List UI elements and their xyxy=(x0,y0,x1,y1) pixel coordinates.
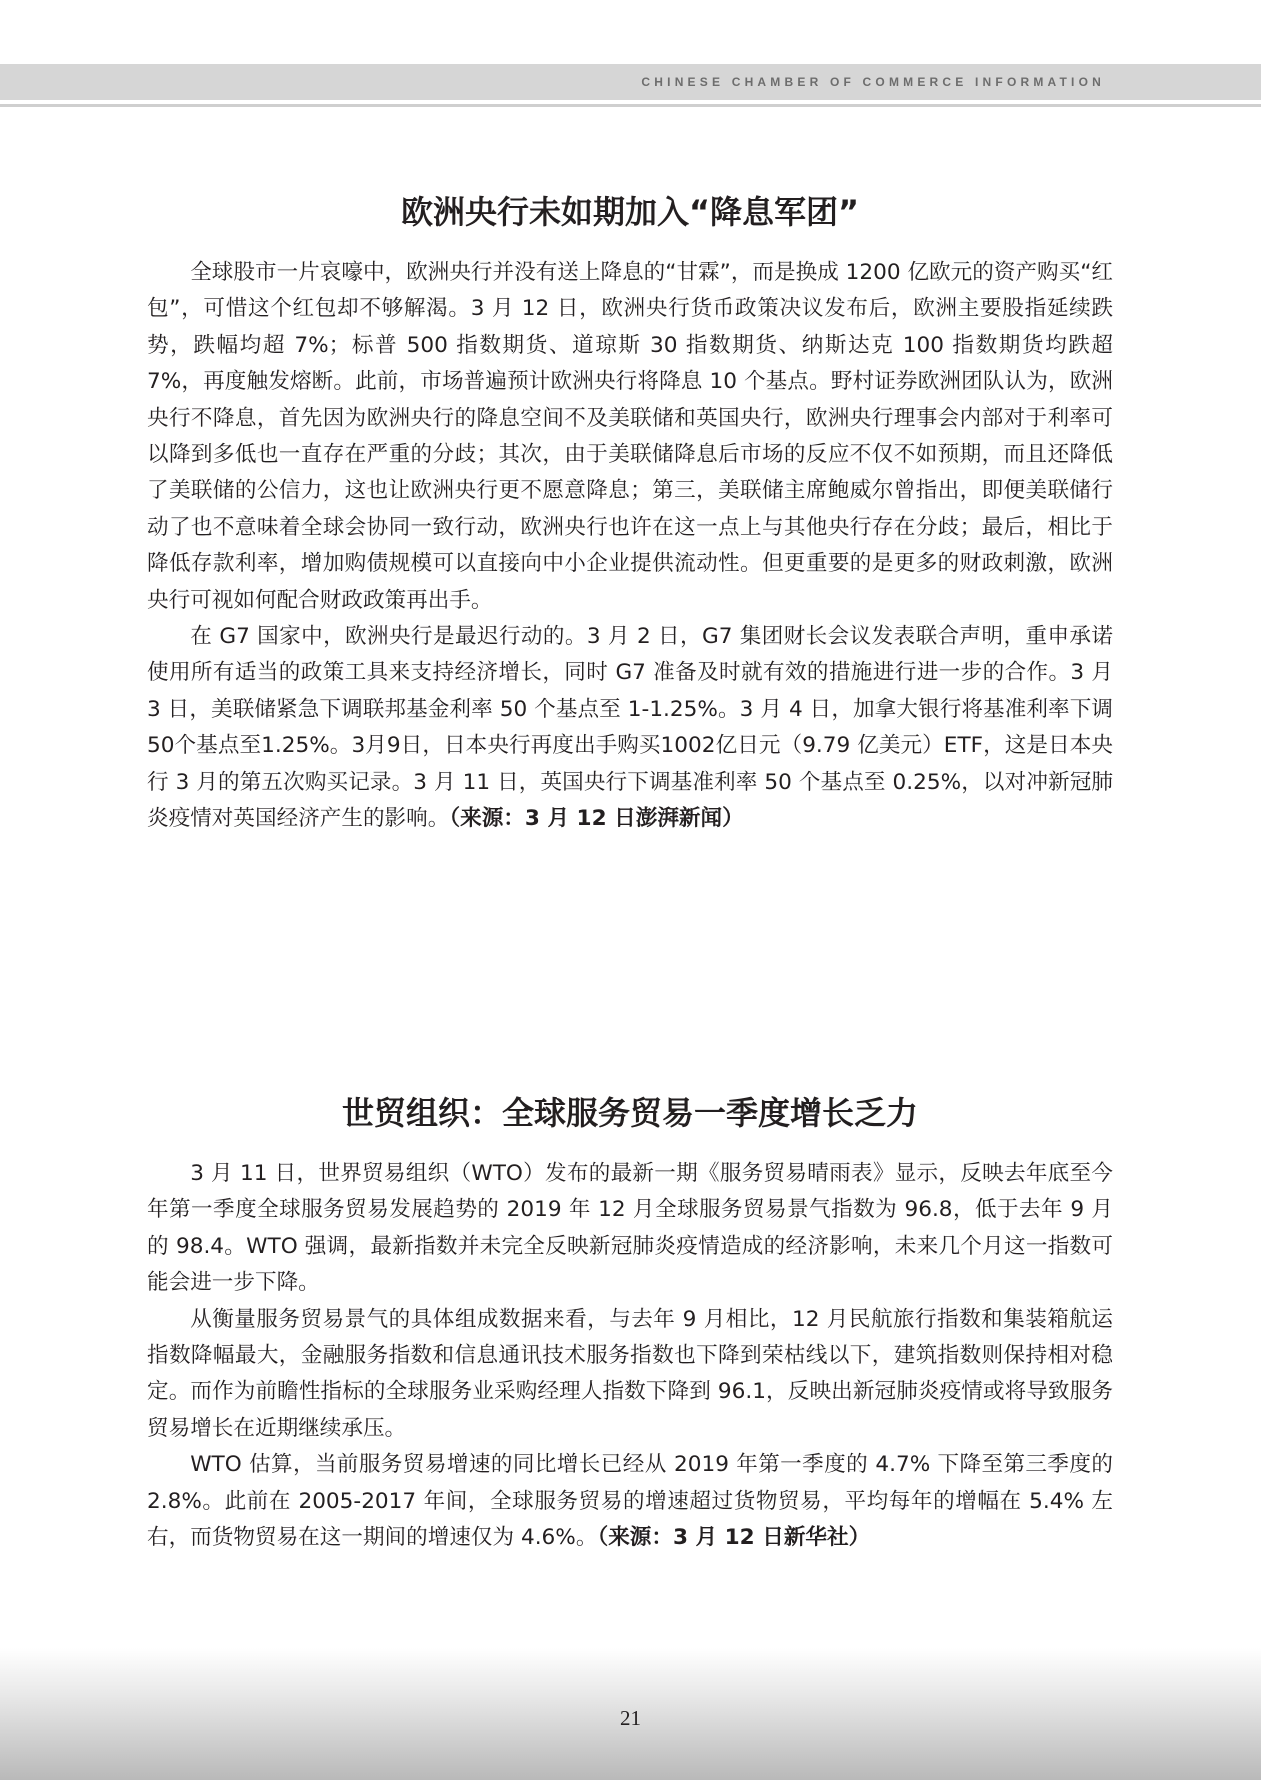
header-divider xyxy=(0,104,1261,107)
article-paragraph xyxy=(147,1302,1113,1448)
publication-header: CHINESE CHAMBER OF COMMERCE INFORMATION xyxy=(641,75,1105,89)
article-body xyxy=(147,255,1113,838)
article-body xyxy=(147,1156,1113,1556)
source-citation: （来源：3 月 12 日澎湃新闻） xyxy=(449,806,744,832)
paragraph-text: 在 G7 国家中，欧洲央行是最迟行动的。3 月 2 日，G7 集团财长会议发表联合声明，重申承诺使用所有适当的政策工具来支持经济增长，同时 G7 准备及时就有效的措施进行进一步的合作。3 月 3 日，美联储紧急下调联邦基金利率 50 个基点至 1-1.25%。3 月 4 日，加拿大银行将基准利率下调50个基点至1.25%。3月9日，日本央行再度出手购买1002亿日元（9.79 亿美元）ETF，这是日本央行 3 月的第五次购买记录。3 月 11 日，英国央行下调基准利率 50 个基点至 0.25%，以对冲新冠肺炎疫情对英国经济产生的影响。 xyxy=(147,624,1113,832)
paragraph-text: WTO 估算，当前服务贸易增速的同比增长已经从 2019 年第一季度的 4.7% 下降至第三季度的 2.8%。此前在 2005-2017 年间，全球服务贸易的增速超过货物贸易，平均每年的增幅在 5.4% 左右，而货物贸易在这一期间的增速仅为 4.6%。 xyxy=(147,1452,1113,1551)
article-title: 欧洲央行未如期加入“降息军团” xyxy=(400,193,860,231)
article-paragraph xyxy=(147,619,1113,837)
page-number: 21 xyxy=(620,1706,641,1730)
article-wto xyxy=(147,1093,1113,1556)
article-paragraph xyxy=(147,255,1113,619)
article-paragraph xyxy=(147,1156,1113,1302)
source-citation: （来源：3 月 12 日新华社） xyxy=(597,1525,871,1551)
paragraph-text: 全球股市一片哀嚎中，欧洲央行并没有送上降息的“甘霖”，而是换成 1200 亿欧元的资产购买“红包”，可惜这个红包却不够解渴。3 月 12 日，欧洲央行货币政策决议发布后，欧洲主要股指延续跌势，跌幅均超 7%；标普 500 指数期货、道琼斯 30 指数期货、纳斯达克 100 指数期货均跌超 7%，再度触发熔断。此前，市场普遍预计欧洲央行将降息 10 个基点。野村证券欧洲团队认为，欧洲央行不降息，首先因为欧洲央行的降息空间不及美联储和英国央行，欧洲央行理事会内部对于利率可以降到多低也一直存在严重的分歧；其次，由于美联储降息后市场的反应不仅不如预期，而且还降低了美联储的公信力，这也让欧洲央行更不愿意降息；第三，美联储主席鲍威尔曾指出，即便美联储行动了也不意味着全球会协同一致行动，欧洲央行也许在这一点上与其他央行存在分歧；最后，相比于降低存款利率，增加购债规模可以直接向中小企业提供流动性。但更重要的是更多的财政刺激，欧洲央行可视如何配合财政政策再出手。 xyxy=(147,260,1113,613)
paragraph-text: 从衡量服务贸易景气的具体组成数据来看，与去年 9 月相比，12 月民航旅行指数和集装箱航运指数降幅最大，金融服务指数和信息通讯技术服务指数也下降到荣枯线以下，建筑指数则保持相对稳定。而作为前瞻性指标的全球服务业采购经理人指数下降到 96.1，反映出新冠肺炎疫情或将导致服务贸易增长在近期继续承压。 xyxy=(147,1306,1113,1441)
article-title: 世贸组织：全球服务贸易一季度增长乏力 xyxy=(341,1094,918,1132)
article-paragraph xyxy=(147,1447,1113,1556)
paragraph-text: 3 月 11 日，世界贸易组织（WTO）发布的最新一期《服务贸易晴雨表》显示，反映去年底至今年第一季度全球服务贸易发展趋势的 2019 年 12 月全球服务贸易景气指数为 96.8，低于去年 9 月的 98.4。WTO 强调，最新指数并未完全反映新冠肺炎疫情造成的经济影响，未来几个月这一指数可能会进一步下降。 xyxy=(147,1161,1113,1296)
article-ecb xyxy=(147,192,1113,838)
